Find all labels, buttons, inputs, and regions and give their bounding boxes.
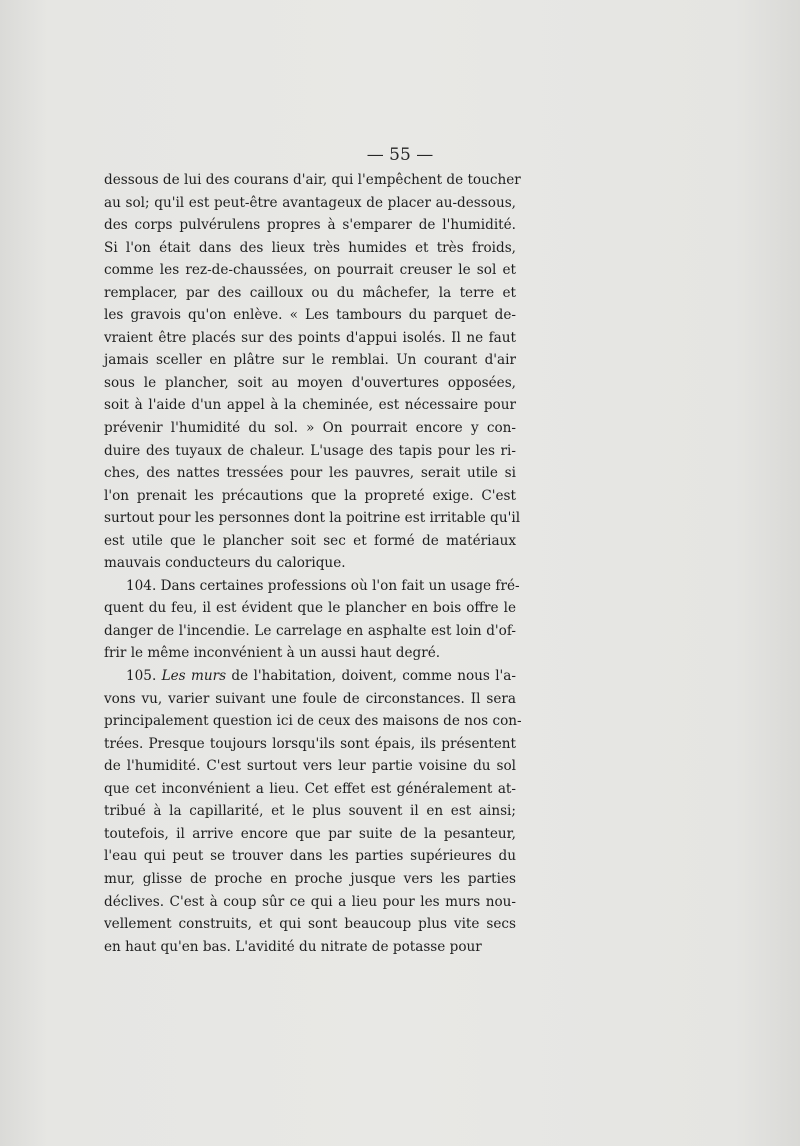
section-number: 105. — [126, 668, 162, 685]
text-line: l'eau qui peut se trouver dans les parties supérieures du — [104, 848, 516, 865]
text-line: 104. Dans certaines professions où l'on fait un usage fré- — [126, 577, 520, 594]
text-line — [104, 665, 516, 688]
text-line: est utile que le plancher soit sec et formé de matériaux — [104, 532, 516, 549]
section-heading: Les murs — [161, 668, 227, 685]
text-line: frir le même inconvénient à un aussi haut degré. — [104, 645, 441, 662]
text-line: principalement question ici de ceux des maisons de nos con- — [104, 713, 522, 730]
text-line: Si l'on était dans des lieux très humides et très froids, — [104, 239, 516, 256]
text-line: mauvais conducteurs du calorique. — [104, 555, 346, 572]
text-line: remplacer, par des cailloux ou du mâchefer, la terre et — [104, 284, 516, 301]
text-line: ches, des nattes tressées pour les pauvres, serait utile si — [104, 465, 516, 482]
text-line: dessous de lui des courans d'air, qui l'empêchent de toucher — [104, 172, 521, 188]
text-line: vraient être placés sur des points d'appui isolés. Il ne faut — [104, 329, 516, 346]
text-line: duire des tuyaux de chaleur. L'usage des tapis pour les ri- — [104, 442, 516, 459]
text-line: en haut qu'en bas. L'avidité du nitrate de potasse pour — [104, 938, 482, 955]
text-line: sous le plancher, soit au moyen d'ouvertures opposées, — [104, 374, 516, 391]
paragraph — [104, 575, 520, 665]
text-line: au sol; qu'il est peut-être avantageux de placer au-dessous, — [104, 194, 516, 211]
text-line: vellement construits, et qui sont beaucoup plus vite secs — [104, 916, 516, 933]
text-line: l'on prenait les précautions que la propreté exige. C'est — [104, 487, 516, 504]
text-line: des corps pulvérulens propres à s'emparer de l'humidité. — [104, 217, 516, 234]
text-line: de l'humidité. C'est surtout vers leur partie voisine du sol — [104, 758, 516, 775]
text-line: soit à l'aide d'un appel à la cheminée, est nécessaire pour — [104, 397, 516, 414]
text-line: les gravois qu'on enlève. « Les tambours du parquet de- — [104, 307, 516, 324]
paragraph — [104, 665, 522, 958]
text-line: surtout pour les personnes dont la poitrine est irritable qu'il — [104, 510, 521, 527]
text-line: danger de l'incendie. Le carrelage en asphalte est loin d'of- — [104, 622, 516, 639]
text-line: prévenir l'humidité du sol. » On pourrait encore y con- — [104, 420, 516, 437]
text-line: déclives. C'est à coup sûr ce qui a lieu pour les murs nou- — [104, 893, 516, 910]
page-body — [104, 169, 522, 958]
text-line: trées. Presque toujours lorsqu'ils sont épais, ils présentent — [104, 735, 516, 752]
paragraph — [104, 169, 521, 575]
text-line: jamais sceller en plâtre sur le remblai. Un courant d'air — [104, 352, 516, 369]
text-line: vons vu, varier suivant une foule de circonstances. Il sera — [104, 690, 516, 707]
text-line: toutefois, il arrive encore que par suite de la pesanteur, — [104, 825, 516, 842]
text-line: quent du feu, il est évident que le plancher en bois offre le — [104, 600, 516, 617]
page-number: — 55 — — [366, 145, 434, 165]
text-line: tribué à la capillarité, et le plus souvent il en est ainsi; — [104, 803, 516, 820]
text-line: que cet inconvénient a lieu. Cet effet est généralement at- — [104, 780, 516, 797]
text-run: de l'habitation, doivent, comme nous l'a- — [226, 668, 516, 685]
text-line: mur, glisse de proche en proche jusque vers les parties — [104, 870, 516, 887]
text-line: comme les rez-de-chaussées, on pourrait creuser le sol et — [104, 262, 516, 279]
